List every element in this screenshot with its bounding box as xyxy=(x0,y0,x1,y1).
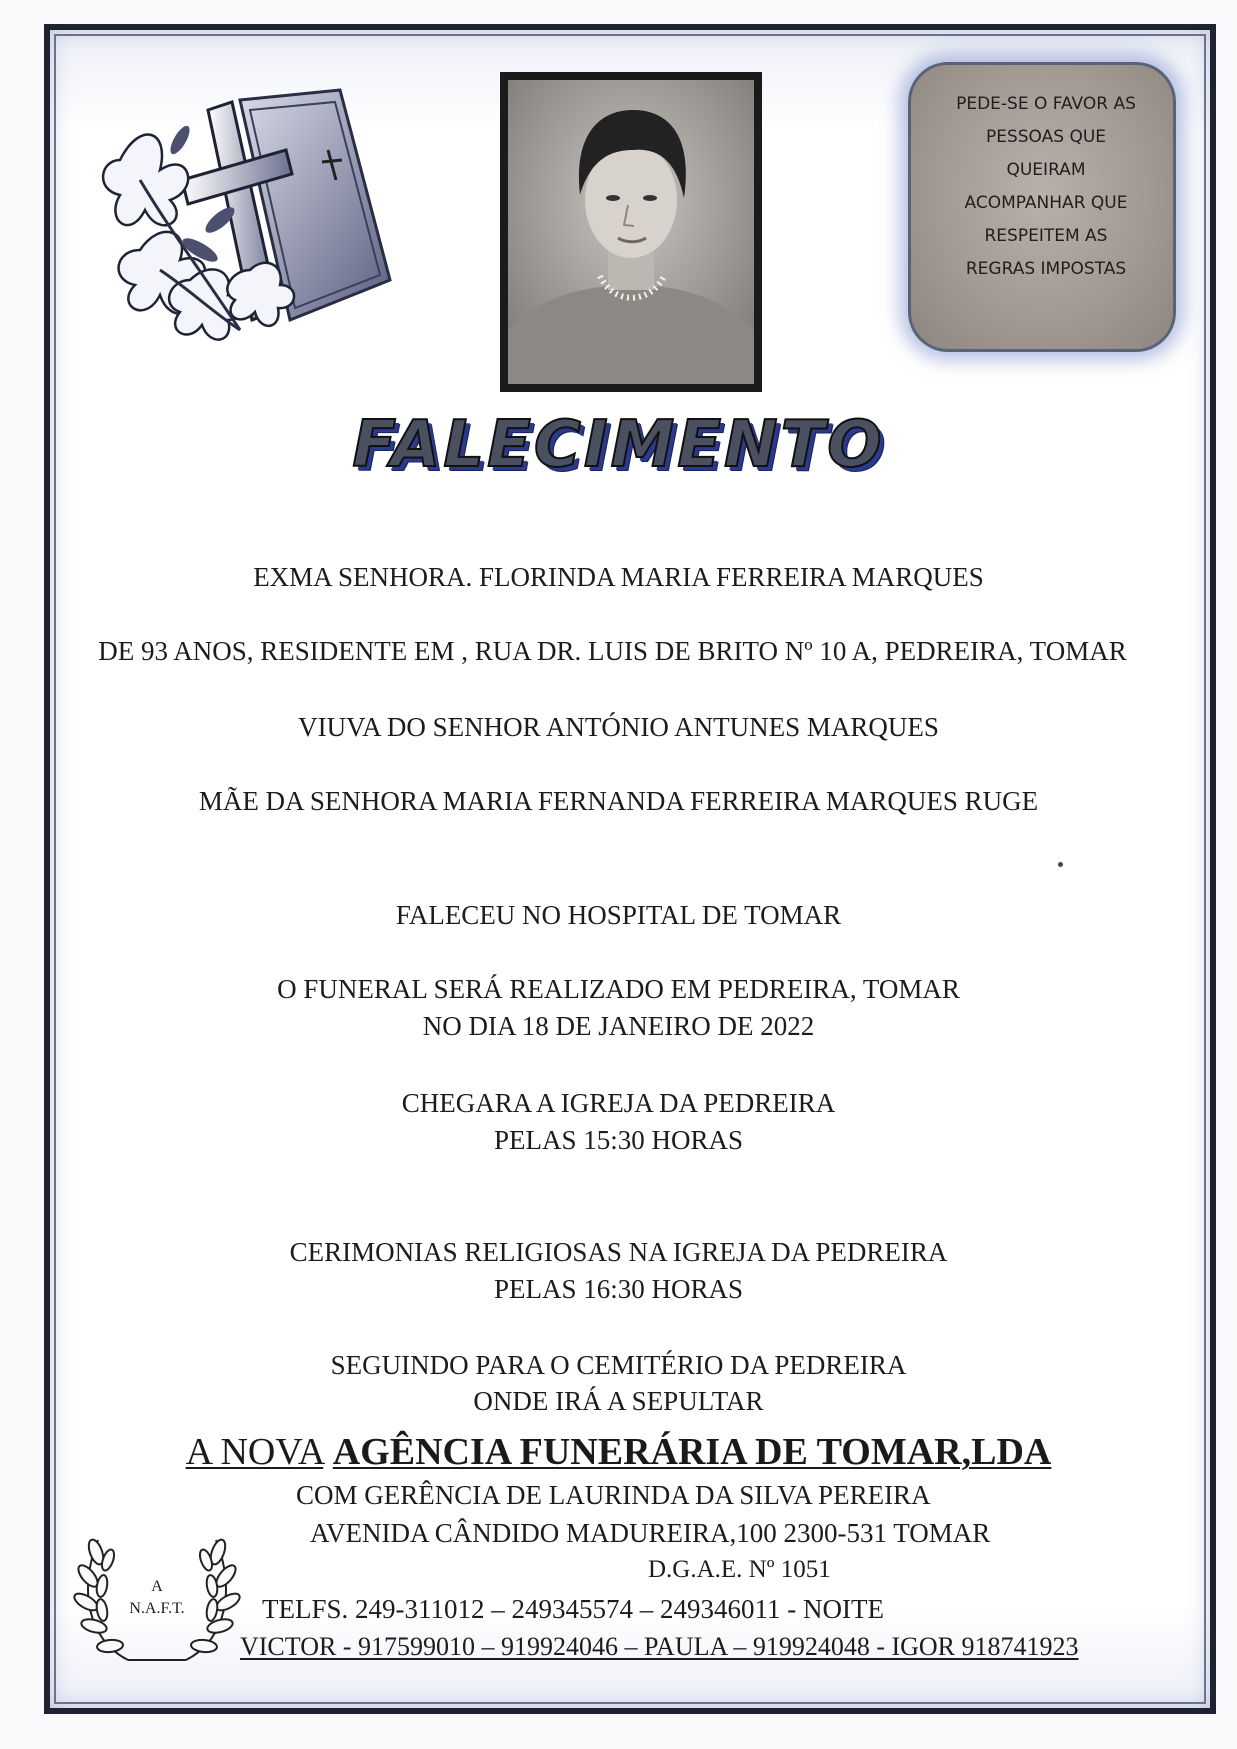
notice-line: ACOMPANHAR QUE xyxy=(964,193,1128,213)
portrait-image xyxy=(508,80,754,384)
age-address-line: DE 93 ANOS, RESIDENTE EM , RUA DR. LUIS DE BRITO Nº 10 A, PEDREIRA, TOMAR xyxy=(98,636,1127,666)
funeral-date-line: NO DIA 18 DE JANEIRO DE 2022 xyxy=(422,1011,815,1041)
rules-notice-box xyxy=(908,62,1176,352)
agency-name-part1: A NOVA xyxy=(185,1431,324,1473)
agency-management: COM GERÊNCIA DE LAURINDA DA SILVA PEREIRA xyxy=(296,1480,931,1510)
mother-line: MÃE DA SENHORA MARIA FERNANDA FERREIRA MARQUES RUGE xyxy=(198,786,1039,816)
died-line: FALECEU NO HOSPITAL DE TOMAR xyxy=(395,900,842,930)
scan-speck xyxy=(1058,862,1063,867)
notice-line: PEDE-SE O FAVOR AS xyxy=(956,94,1136,114)
deceased-name-line: EXMA SENHORA. FLORINDA MARIA FERREIRA MARQUES xyxy=(253,562,984,592)
agency-name-part2: AGÊNCIA FUNERÁRIA DE TOMAR,LDA xyxy=(332,1431,1052,1473)
agency-contacts: VICTOR - 917599010 – 919924046 – PAULA – 919924048 - IGOR 918741923 xyxy=(240,1632,1079,1661)
burial-line: SEGUINDO PARA O CEMITÉRIO DA PEDREIRA xyxy=(330,1350,907,1380)
notice-line: RESPEITEM AS xyxy=(984,226,1108,246)
notice-line: QUEIRAM xyxy=(1006,160,1086,180)
agency-address: AVENIDA CÂNDIDO MADUREIRA,100 2300-531 TOMAR xyxy=(310,1518,991,1548)
widow-line: VIUVA DO SENHOR ANTÓNIO ANTUNES MARQUES xyxy=(298,712,939,742)
page-title: FALECIMENTO xyxy=(352,408,885,482)
agency-phones: TELFS. 249-311012 – 249345574 – 249346011 - NOITE xyxy=(262,1594,884,1624)
funeral-line: O FUNERAL SERÁ REALIZADO EM PEDREIRA, TOMAR xyxy=(277,974,960,1004)
ceremony-line: CERIMONIAS RELIGIOSAS NA IGREJA DA PEDREIRA xyxy=(289,1237,948,1267)
agency-name xyxy=(0,1430,1237,1474)
church-time-line: PELAS 15:30 HORAS xyxy=(493,1125,744,1155)
notice-line: REGRAS IMPOSTAS xyxy=(965,259,1127,279)
cross-lilies-icon xyxy=(100,80,400,350)
church-line: CHEGARA A IGREJA DA PEDREIRA xyxy=(401,1088,836,1118)
logo-text: N.A.F.T. xyxy=(129,1600,185,1617)
rules-notice-text xyxy=(956,88,1136,286)
burial-place-line: ONDE IRÁ A SEPULTAR xyxy=(473,1386,764,1416)
logo-letter: A xyxy=(151,1578,163,1595)
ceremony-time-line: PELAS 16:30 HORAS xyxy=(493,1274,744,1304)
notice-line: PESSOAS QUE xyxy=(985,127,1107,147)
agency-license: D.G.A.E. Nº 1051 xyxy=(648,1556,831,1583)
deceased-photo xyxy=(500,72,762,392)
